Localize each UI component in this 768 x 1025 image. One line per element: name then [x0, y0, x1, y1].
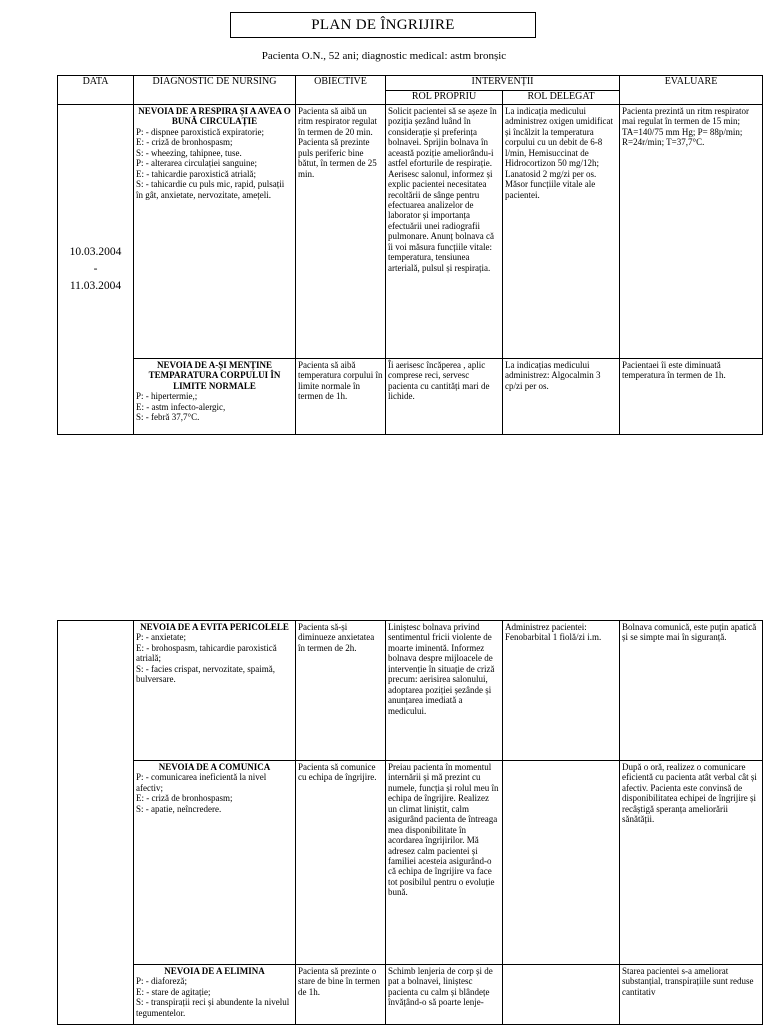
diagnostic-line: P: - comunicarea ineficientă la nivel afectiv;: [136, 772, 267, 793]
header-data: DATA: [58, 76, 134, 105]
diagnostic-line: S: - transpirații reci și abundente la nivelul tegumentelor.: [136, 997, 290, 1018]
diagnostic-line: P: - alterarea circulației sanguine;: [136, 158, 257, 169]
need-title: NEVOIA DE A EVITA PERICOLELE: [140, 622, 289, 632]
date-cell-empty: [58, 621, 134, 1025]
date-cell: [58, 105, 134, 435]
date-separator: -: [93, 263, 98, 276]
rol-propriu-cell: Solicit pacientei să se așeze în poziția șezând luând în considerație și preferința bolnavei. Sprijin bolnava în această poziție ameliorându-i astfel eforturile de respirație. Aerisesc salonul, informez și explic pacientei necesitatea recoltării de sânge pentru efectuarea analizelor de laborator și importanța efectuării unei radiografii pulmonare. Anunț bolnava că îi voi măsura funcțiile vitale: temperatura, tensiunea arterială, pulsul și respirația.: [386, 105, 503, 359]
need-title: NEVOIA DE A RESPIRA ȘI A AVEA O BUNĂ CIRCULAȚIE: [138, 106, 291, 127]
need-title: NEVOIA DE A-ȘI MENȚINE TEMPARATURA CORPULUI ÎN LIMITE NORMALE: [148, 360, 281, 391]
diagnostic-line: E: - brohospasm, tahicardie paroxistică atrială;: [136, 642, 277, 664]
diagnostic-line: E: - criză de bronhospasm;: [136, 793, 233, 804]
objective-cell: Pacienta să comunice cu echipa de îngrijire.: [296, 761, 386, 965]
header-interventii: INTERVENȚII: [386, 76, 620, 91]
diagnostic-line: S: - wheezing, tahipnee, tuse.: [136, 147, 242, 158]
header-rol-propriu: ROL PROPRIU: [386, 91, 503, 105]
date-start: 10.03.2004: [69, 246, 122, 259]
diagnostic-line: E: - stare de agitație;: [136, 986, 211, 997]
care-plan-table-bottom: [57, 620, 763, 1025]
rol-propriu-cell: Preiau pacienta în momentul internării și mă prezint cu numele, funcția și rolul meu în echipa de îngrijire. Realizez un climat liniștit, calm asigurând pacienta de întreaga mea disponibilitate în acordarea îngrijirilor. Mă adresez calm pacientei și familiei acesteia asigurând-o că echipa de îngrijire va face tot posibilul pentru o evoluție bună.: [386, 761, 503, 965]
date-end: 11.03.2004: [69, 279, 122, 292]
diagnostic-cell: [134, 761, 296, 965]
diagnostic-line: S: - apatie, neîncredere.: [136, 803, 222, 814]
diagnostic-line: E: - criză de bronhospasm;: [136, 137, 233, 148]
header-evaluare: EVALUARE: [620, 76, 763, 105]
diagnostic-cell: [134, 621, 296, 761]
rol-delegat-cell: [503, 965, 620, 1025]
page-title-box: [230, 12, 536, 38]
diagnostic-line: P: - diaforeză;: [136, 976, 187, 987]
evaluare-cell: Pacienta prezintă un ritm respirator mai regulat în termen de 15 min; TA=140/75 mm Hg; P= 88p/min; R=24r/min; T=37,7°C.: [620, 105, 763, 359]
rol-delegat-cell: [503, 761, 620, 965]
rol-propriu-cell: Liniștesc bolnava privind sentimentul fricii violente de moarte iminentă. Informez bolnava despre mijloacele de intervenție în situație de criză precum: aerisirea salonului, adoptarea poziției șezânde și anunțarea imediată a medicului.: [386, 621, 503, 761]
header-rol-delegat: ROL DELEGAT: [503, 91, 620, 105]
diagnostic-line: S: - tahicardie cu puls mic, rapid, pulsații în gât, anxietate, nervozitate, amețeli.: [136, 179, 285, 200]
diagnostic-line: E: - astm infecto-alergic,: [136, 401, 226, 412]
objective-cell: Pacienta să prezinte o stare de bine în termen de 1h.: [296, 965, 386, 1025]
rol-delegat-cell: Administrez pacientei: Fenobarbital 1 fiolă/zi i.m.: [503, 621, 620, 761]
diagnostic-line: S: - febră 37,7°C.: [136, 412, 200, 423]
evaluare-cell: Pacientaei îi este diminuată temperatura în termen de 1h.: [620, 359, 763, 435]
care-plan-table-top: [57, 75, 763, 435]
objective-cell: Pacienta să aibă temperatura corpului în limite normale în termen de 1h.: [296, 359, 386, 435]
evaluare-cell: Bolnava comunică, este puțin apatică și se simpte mai în siguranță.: [620, 621, 763, 761]
rol-delegat-cell: La indicația medicului administrez oxigen umidificat și încălzit la temperatura corpului cu un debit de 6-8 l/min, Hemisuccinat de Hidrocortizon 50 mg/12h; Lanatosid 2 mg/zi per os. Măsor funcțiile vitale ale pacientei.: [503, 105, 620, 359]
diagnostic-line: E: - tahicardie paroxistică atrială;: [136, 168, 256, 179]
patient-subtitle: Pacienta O.N., 52 ani; diagnostic medical: astm bronșic: [261, 50, 507, 62]
diagnostic-line: P: - dispnee paroxistică expiratorie;: [136, 126, 264, 137]
header-obiective: OBIECTIVE: [296, 76, 386, 105]
objective-cell: Pacienta să-și diminueze anxietatea în termen de 2h.: [296, 621, 386, 761]
diagnostic-line: S: - facies crispat, nervozitate, spaimă, bulversare.: [136, 663, 275, 685]
need-title: NEVOIA DE A COMUNICA: [158, 762, 271, 772]
page-title: PLAN DE ÎNGRIJIRE: [311, 16, 455, 33]
header-diagnostic: DIAGNOSTIC DE NURSING: [134, 76, 296, 105]
evaluare-cell: Starea pacientei s-a ameliorat substanțial, transpirațiile sunt reduse cantitativ: [620, 965, 763, 1025]
rol-delegat-cell: La indicațias medicului administrez: Algocalmin 3 cp/zi per os.: [503, 359, 620, 435]
diagnostic-cell: [134, 359, 296, 435]
diagnostic-line: P: - hipertermie,;: [136, 391, 198, 402]
diagnostic-line: P: - anxietate;: [136, 632, 186, 643]
rol-propriu-cell: Îi aerisesc încăperea , aplic comprese reci, servesc pacienta cu cantități mari de lichide.: [386, 359, 503, 435]
rol-propriu-cell: Schimb lenjeria de corp și de pat a bolnavei, liniștesc pacienta cu calm și blândețe învățând-o să poarte lenje-: [386, 965, 503, 1025]
diagnostic-cell: [134, 105, 296, 359]
diagnostic-cell: [134, 965, 296, 1025]
objective-cell: Pacienta să aibă un ritm respirator regulat în termen de 20 min. Pacienta să prezinte puls periferic bine bătut, în termen de 25 min.: [296, 105, 386, 359]
need-title: NEVOIA DE A ELIMINA: [164, 966, 265, 976]
evaluare-cell: După o oră, realizez o comunicare eficientă cu pacienta atât verbal cât și afectiv. Pacienta este convinsă de disponibilitatea echipei de îngrijire și recâștigă speranța ameliorării sănătății.: [620, 761, 763, 965]
